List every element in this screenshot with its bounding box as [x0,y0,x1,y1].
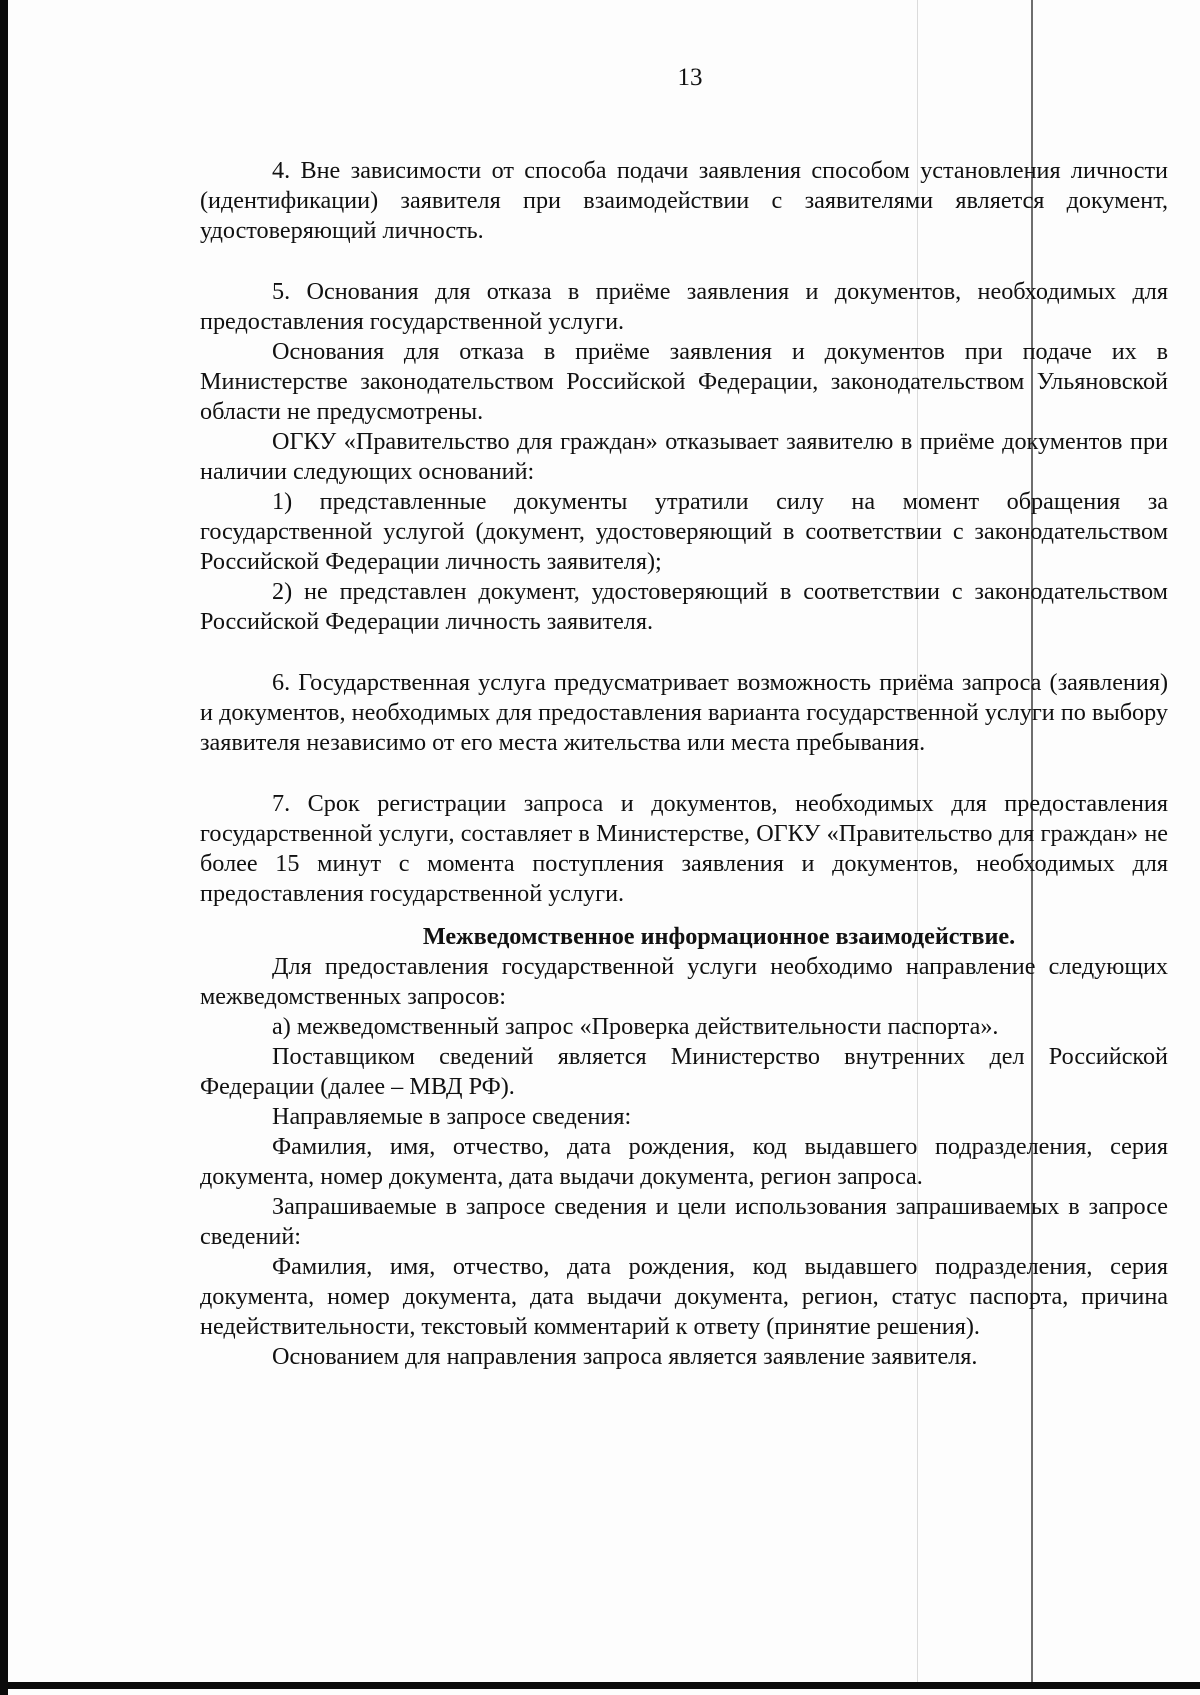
list-item-2: 2) не представлен документ, удостоверяющий в соответствии с законодательством Российской Федерации личность заявителя. [200,578,1168,635]
paragraph-interagency-requests: Для предоставления государственной услуги необходимо направление следующих межведомственных запросов: [200,953,1168,1010]
paragraph-request-a: а) межведомственный запрос «Проверка действительности паспорта». [272,1013,999,1040]
scan-edge-bottom [0,1682,1200,1689]
paragraph-refusal-grounds: 5. Основания для отказа в приёме заявления и документов, необходимых для предоставления государственной услуги. [200,278,1168,335]
page-number: 13 [677,64,703,91]
paragraph-identification: 4. Вне зависимости от способа подачи заявления способом установления личности (идентификации) заявителя при взаимодействии с заявителями является документ, удостоверяющий личность. [200,157,1168,244]
document-body [200,156,1168,1372]
paragraph-refusal-ogku: ОГКУ «Правительство для граждан» отказывает заявителю в приёме документов при наличии следующих оснований: [200,428,1168,485]
paragraph-sent-data: Фамилия, имя, отчество, дата рождения, код выдавшего подразделения, серия документа, номер документа, дата выдачи документа, регион запроса. [200,1133,1168,1190]
paragraph-sent-data-label: Направляемые в запросе сведения: [272,1103,632,1130]
paragraph-registration-term: 7. Срок регистрации запроса и документов, необходимых для предоставления государственной услуги, составляет в Министерстве, ОГКУ «Правительство для граждан» не более 15 минут с момента поступления заявления и документов, необходимых для предоставления государственной услуги. [200,790,1168,907]
scan-edge-left [0,0,8,1695]
section-heading: Межведомственное информационное взаимодействие. [422,923,1016,950]
paragraph-requested-data-label: Запрашиваемые в запросе сведения и цели использования запрашиваемых в запросе сведений: [200,1193,1168,1250]
list-item-1: 1) представленные документы утратили силу на момент обращения за государственной услугой (документ, удостоверяющий в соответствии с законодательством Российской Федерации личность заявителя); [200,488,1168,575]
paragraph-provider: Поставщиком сведений является Министерство внутренних дел Российской Федерации (далее – МВД РФ). [200,1043,1168,1100]
paragraph-extraterritorial: 6. Государственная услуга предусматривает возможность приёма запроса (заявления) и документов, необходимых для предоставления варианта государственной услуги по выбору заявителя независимо от его места жительства или места пребывания. [200,669,1168,756]
paragraph-refusal-ministry: Основания для отказа в приёме заявления и документов при подаче их в Министерстве законодательством Российской Федерации, законодательством Ульяновской области не предусмотрены. [200,338,1168,425]
paragraph-basis: Основанием для направления запроса является заявление заявителя. [272,1343,978,1370]
paragraph-requested-data: Фамилия, имя, отчество, дата рождения, код выдавшего подразделения, серия документа, номер документа, дата выдачи документа, регион, статус паспорта, причина недействительности, текстовый комментарий к ответу (принятие решения). [200,1253,1168,1340]
